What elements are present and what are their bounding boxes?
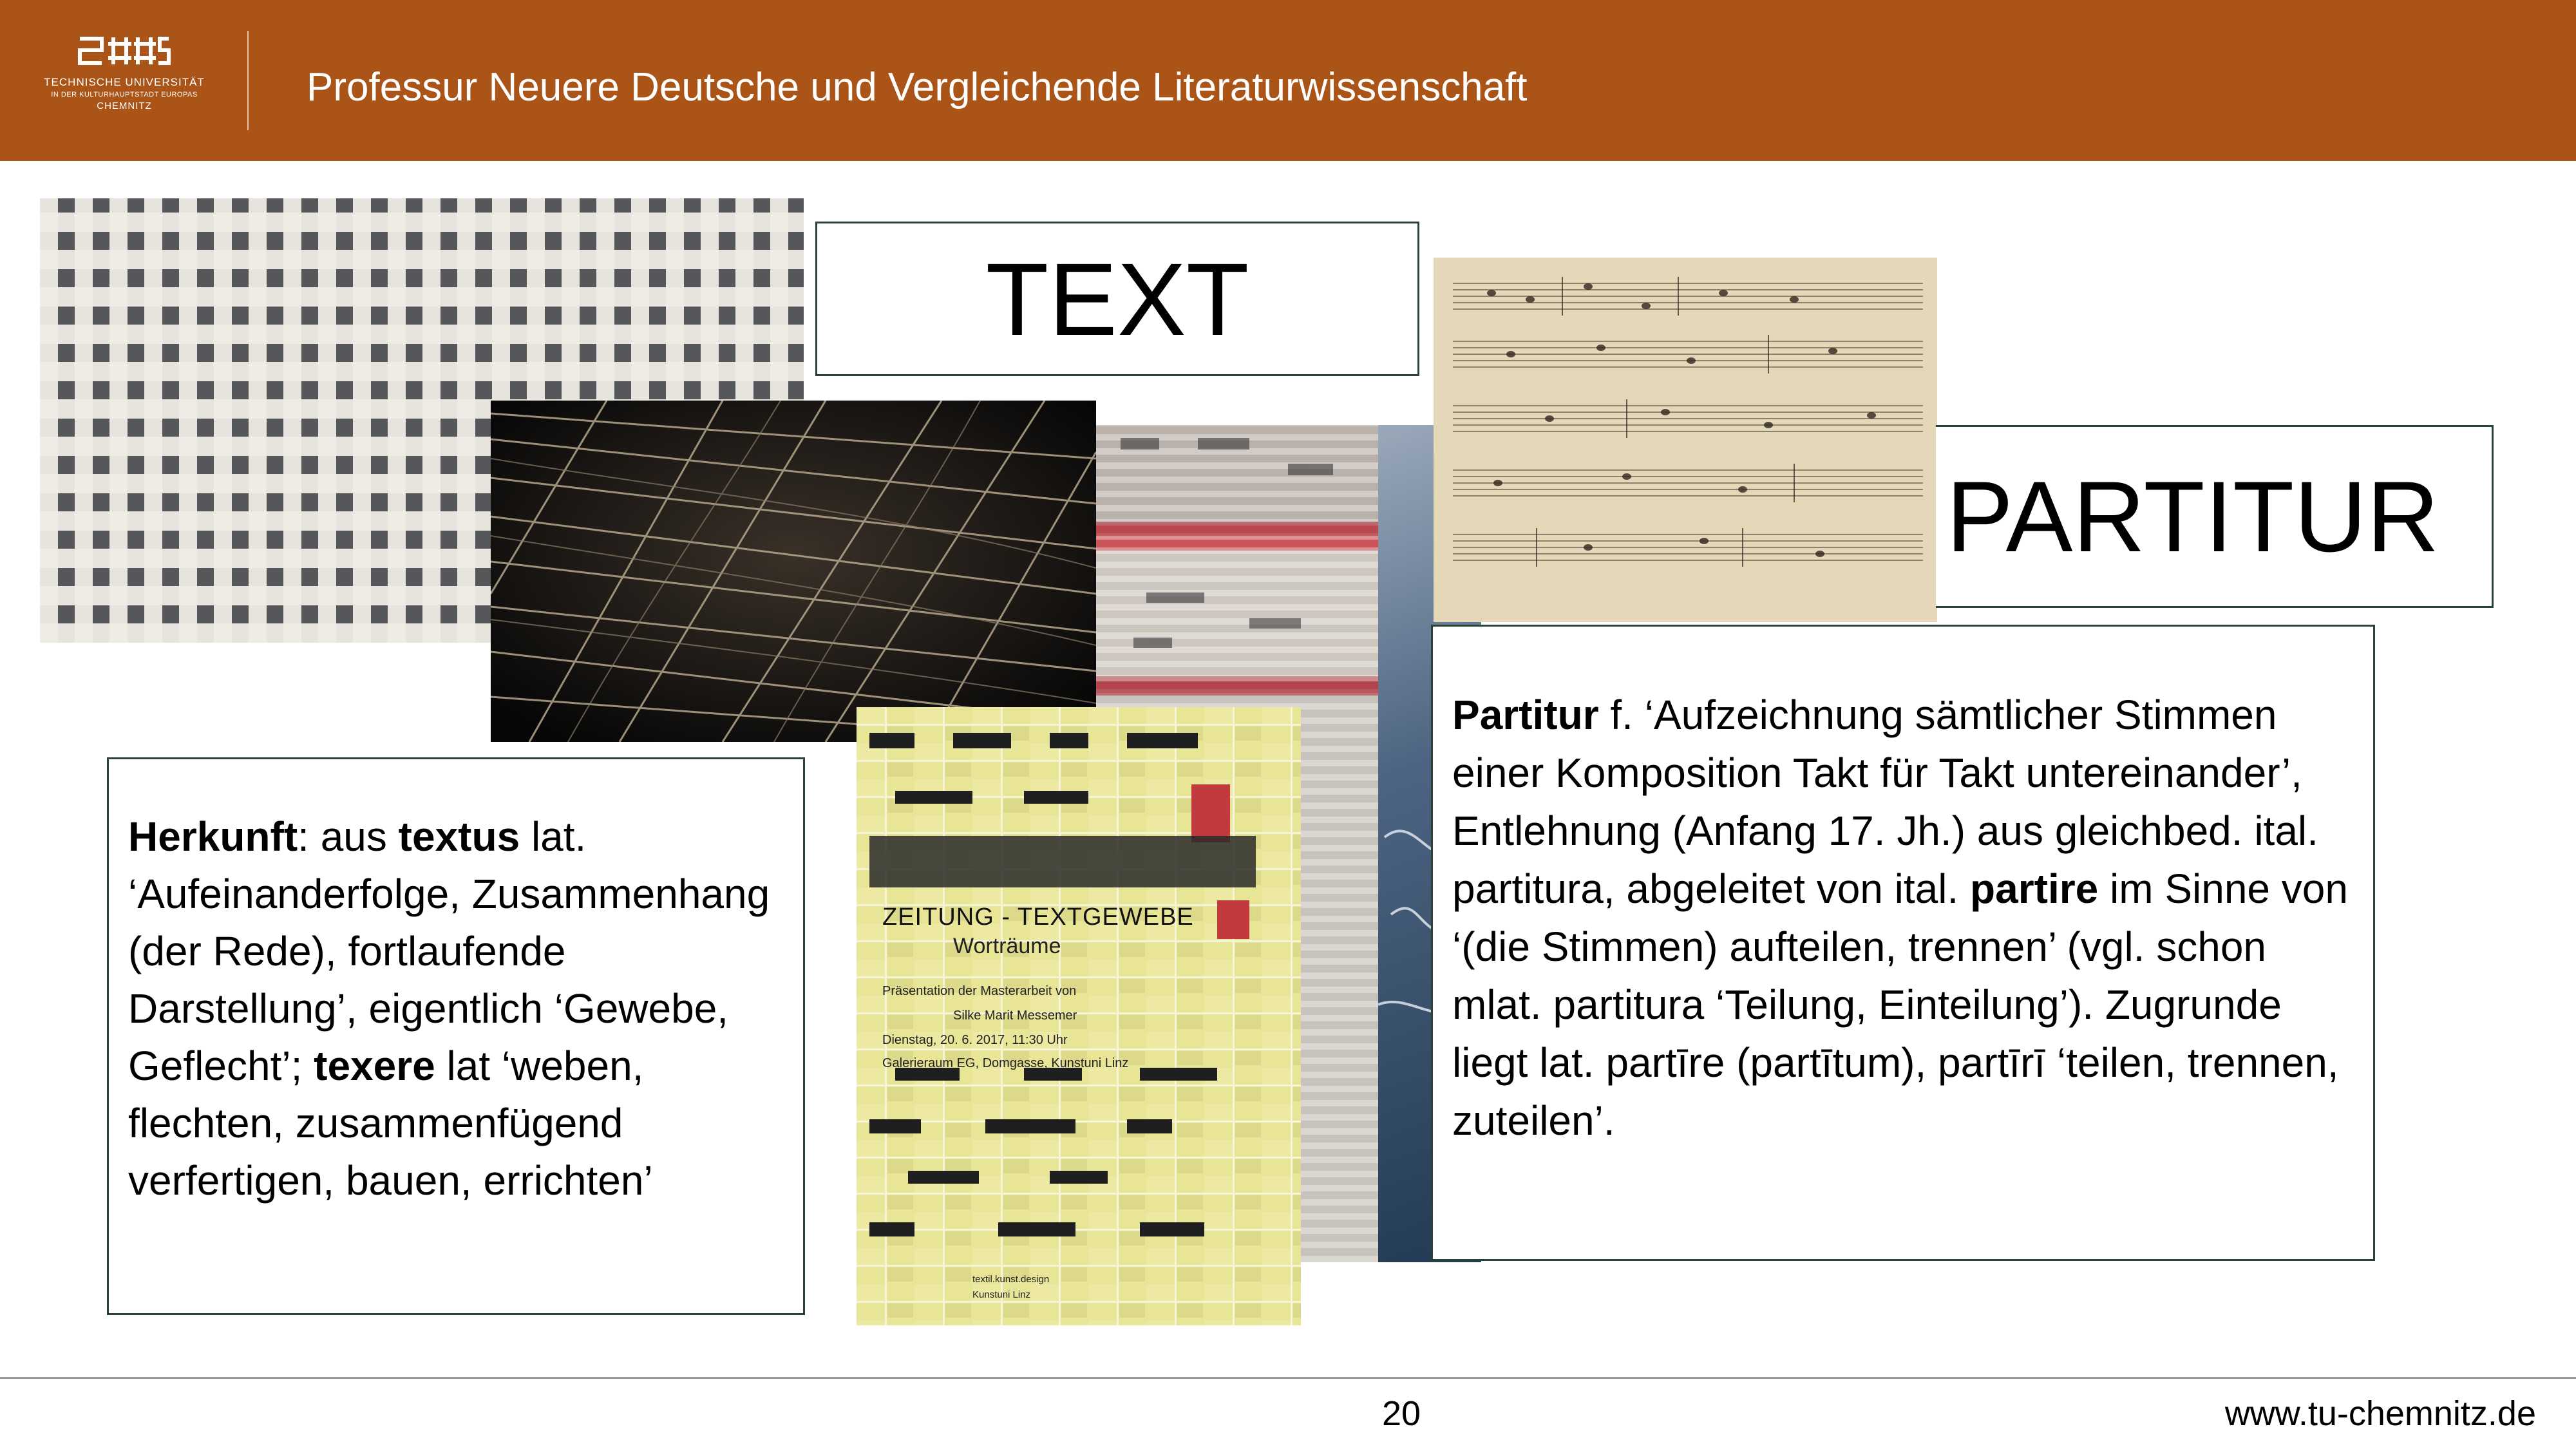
herkunft-term: Herkunft bbox=[128, 813, 298, 860]
logo-line-3: CHEMNITZ bbox=[97, 100, 152, 111]
event-poster bbox=[857, 707, 1301, 1325]
page-number: 20 bbox=[1382, 1394, 1421, 1433]
text-label-box bbox=[815, 222, 1419, 376]
music-score-photo bbox=[1434, 258, 1937, 622]
herkunft-text-part-1: : aus bbox=[298, 813, 399, 860]
poster-footer-2: Kunstuni Linz bbox=[972, 1289, 1031, 1300]
website-link[interactable]: www.tu-chemnitz.de bbox=[2224, 1394, 2536, 1433]
partitur-definition-text bbox=[1452, 686, 2367, 1150]
logo-line-2: IN DER KULTURHAUPTSTADT EUROPAS bbox=[51, 91, 198, 99]
textus-term: textus bbox=[398, 813, 520, 860]
partitur-label-box bbox=[1936, 425, 2494, 608]
partitur-term: Partitur bbox=[1452, 692, 1599, 738]
logo-line-1: TECHNISCHE UNIVERSITÄT bbox=[44, 76, 205, 88]
footer-divider bbox=[0, 1377, 2576, 1379]
poster-line-3: Dienstag, 20. 6. 2017, 11:30 Uhr bbox=[882, 1033, 1068, 1047]
poster-headline: ZEITUNG - TEXTGEWEBE bbox=[882, 904, 1194, 931]
header-divider bbox=[247, 31, 249, 130]
poster-subline: Worträume bbox=[953, 934, 1061, 958]
fibers-texture bbox=[491, 401, 1096, 742]
tu-logo-mark-icon bbox=[76, 31, 173, 71]
poster-text-layer bbox=[857, 707, 1301, 1325]
herkunft-definition-box bbox=[107, 757, 805, 1315]
herkunft-definition-text bbox=[128, 808, 791, 1209]
poster-footer-1: textil.kunst.design bbox=[972, 1274, 1050, 1285]
header-bar bbox=[0, 0, 2576, 161]
partitur-text-part-1: f. ‘Aufzeichnung sämtlicher Stimmen einer Komposition Takt für Takt untereinander’, Entlehnung (Anfang 17. Jh.) aus gleichbed. ital. partitura, abgeleitet von ital. bbox=[1452, 692, 2318, 912]
partitur-definition-box bbox=[1431, 625, 2375, 1261]
texere-term: texere bbox=[314, 1043, 435, 1089]
herkunft-text-part-2: lat. ‘Aufeinanderfolge, Zusammenhang (der Rede), fortlaufende Darstellung’, eigentlich ‘Gewebe, Geflecht’; bbox=[128, 813, 770, 1089]
poster-line-4: Galerieraum EG, Domgasse, Kunstuni Linz bbox=[882, 1056, 1129, 1070]
partitur-label: PARTITUR bbox=[1946, 461, 2439, 573]
partitur-text-part-2: im Sinne von ‘(die Stimmen) aufteilen, trennen’ (vgl. schon mlat. partitura ‘Teilung, Einteilung’). Zugrunde liegt lat. partīre (partītum), partīrī ‘teilen, trennen, zuteilen’. bbox=[1452, 866, 2348, 1144]
header-title: Professur Neuere Deutsche und Vergleichende Literaturwissenschaft bbox=[307, 65, 1528, 109]
herkunft-text-part-3: lat ‘weben, flechten, zusammenfügend verfertigen, bauen, errichten’ bbox=[128, 1043, 653, 1204]
music-score-texture bbox=[1434, 258, 1937, 622]
text-label: TEXT bbox=[985, 242, 1249, 357]
fibers-mesh-photo bbox=[491, 401, 1096, 742]
poster-line-2: Silke Marit Messemer bbox=[953, 1009, 1077, 1023]
poster-line-1: Präsentation der Masterarbeit von bbox=[882, 984, 1077, 998]
partire-term: partire bbox=[1970, 866, 2099, 912]
university-logo bbox=[37, 31, 211, 134]
